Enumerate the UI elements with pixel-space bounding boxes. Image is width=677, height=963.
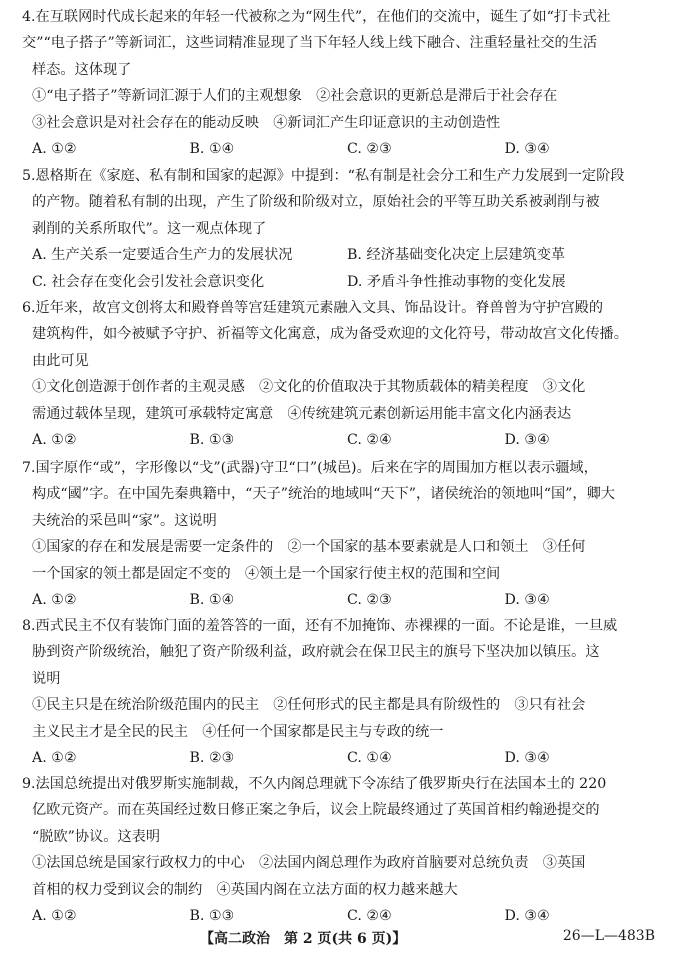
question-stem-line: 9.法国总统提出对俄罗斯实施制裁，不久内阁总理就下令冻结了俄罗斯央行在法国本土的 220: [22, 776, 607, 792]
options-row: [22, 136, 662, 162]
question-5: [22, 163, 662, 295]
option-a[interactable]: A. ①②: [32, 591, 77, 608]
option-d[interactable]: D. ③④: [504, 749, 550, 766]
option-d[interactable]: D. ③④: [504, 140, 550, 157]
option-c[interactable]: C. 社会存在变化会引发社会意识变化: [32, 273, 265, 290]
option-b[interactable]: B. ①③: [189, 431, 235, 448]
statement-line: 首相的权力受到议会的制约 ④英国内阁在立法方面的权力越来越大: [32, 881, 458, 898]
question-stem-line: 6.近年来，故宫文创将太和殿脊兽等宫廷建筑元素融入文具、饰品设计。脊兽曾为守护宫殿的: [22, 300, 604, 316]
question-stem-line: 样态。这体现了: [32, 61, 132, 78]
option-b[interactable]: B. ①③: [189, 907, 235, 924]
question-stem-line: 夫统治的采邑叫“家”。这说明: [32, 512, 217, 529]
question-stem-line: “脱欧”协议。这表明: [32, 828, 161, 845]
question-stem-line: 7.国字原作“或”，字形像以“戈”(武器)守卫“口”(城邑)。后来在字的周围加方框以表示疆域，: [22, 460, 598, 476]
option-c[interactable]: C. ②④: [347, 907, 392, 924]
option-b[interactable]: B. ①④: [189, 140, 235, 157]
options-row: [22, 903, 662, 929]
question-7: [22, 455, 662, 613]
options-row: [22, 269, 662, 295]
question-4: [22, 4, 662, 162]
options-row: [22, 242, 662, 268]
question-stem-line: 剥削的关系所取代”。这一观点体现了: [32, 220, 267, 237]
option-a[interactable]: A. ①②: [32, 431, 77, 448]
option-b[interactable]: B. 经济基础变化决定上层建筑变革: [347, 247, 566, 264]
option-a[interactable]: A. 生产关系一定要适合生产力的发展状况: [32, 247, 293, 264]
option-b[interactable]: B. ②③: [189, 749, 235, 766]
question-stem-line: 由此可见: [32, 352, 89, 369]
question-stem-line: 亿欧元资产。而在英国经过数日修正案之争后，议会上院最终通过了英国首相约翰逊提交的: [32, 802, 600, 819]
question-stem-line: 8.西式民主不仅有装饰门面的羞答答的一面，还有不加掩饰、赤裸裸的一面。不论是谁，一旦威: [22, 618, 618, 634]
option-a[interactable]: A. ①②: [32, 907, 77, 924]
question-stem-line: 的产物。随着私有制的出现，产生了阶级和阶级对立，原始社会的平等互助关系被剥削与被: [32, 194, 600, 211]
option-a[interactable]: A. ①②: [32, 140, 77, 157]
question-stem-line: 交”“电子搭子”等新词汇，这些词精准显现了当下年轻人线上线下融合、注重轻量社交的生活: [22, 35, 598, 52]
option-a[interactable]: A. ①②: [32, 749, 77, 766]
statement-line: ①文化创造源于创作者的主观灵感 ②文化的价值取决于其物质载体的精美程度 ③文化: [32, 379, 586, 396]
options-row: [22, 427, 662, 453]
statement-line: 主义民主才是全民的民主 ④任何一个国家都是民主与专政的统一: [32, 723, 444, 740]
page-footer: [0, 928, 677, 952]
question-stem-line: 5.恩格斯在《家庭、私有制和国家的起源》中提到：“私有制是社会分工和生产力发展到一定阶段: [22, 168, 625, 184]
options-row: [22, 745, 662, 771]
statement-line: ①国家的存在和发展是需要一定条件的 ②一个国家的基本要素就是人口和领土 ③任何: [32, 539, 586, 556]
footer-paper-code: 26—L—483B: [562, 928, 655, 944]
footer-page-info: 【高二政治 第 2 页(共 6 页)】: [200, 931, 407, 947]
question-stem-line: 说明: [32, 670, 61, 687]
option-d[interactable]: D. ③④: [504, 907, 550, 924]
question-6: [22, 295, 662, 453]
option-c[interactable]: C. ②④: [347, 431, 392, 448]
option-c[interactable]: C. ①④: [347, 749, 392, 766]
option-d[interactable]: D. 矛盾斗争性推动事物的变化发展: [347, 273, 566, 290]
statement-line: ①法国总统是国家行政权力的中心 ②法国内阁总理作为政府首脑要对总统负责 ③英国: [32, 855, 586, 872]
options-row: [22, 587, 662, 613]
question-stem-line: 构成“國”字。在中国先秦典籍中，“天子”统治的地域叫“天下”，诸侯统治的领地叫“国”，卿大: [32, 486, 615, 503]
statement-line: 一个国家的领土都是固定不变的 ④领土是一个国家行使主权的范围和空间: [32, 565, 501, 582]
option-d[interactable]: D. ③④: [504, 591, 550, 608]
question-stem-line: 胁到资产阶级统治，触犯了资产阶级利益，政府就会在保卫民主的旗号下坚决加以镇压。这: [32, 644, 600, 661]
question-stem-line: 4.在互联网时代成长起来的年轻一代被称之为“网生代”，在他们的交流中，诞生了如“打卡式社: [22, 9, 611, 25]
question-9: [22, 771, 662, 929]
option-c[interactable]: C. ②③: [347, 591, 392, 608]
option-b[interactable]: B. ①④: [189, 591, 235, 608]
statement-line: 需通过载体呈现，建筑可承载特定寓意 ④传统建筑元素创新运用能丰富文化内涵表达: [32, 405, 572, 422]
question-8: [22, 613, 662, 771]
statement-line: ①“电子搭子”等新词汇源于人们的主观想象 ②社会意识的更新总是滞后于社会存在: [32, 88, 558, 105]
question-stem-line: 建筑构件，如今被赋予守护、祈福等文化寓意，成为备受欢迎的文化符号，带动故宫文化传播。: [32, 326, 628, 343]
statement-line: ③社会意识是对社会存在的能动反映 ④新词汇产生印证意识的主动创造性: [32, 114, 501, 131]
option-c[interactable]: C. ②③: [347, 140, 392, 157]
statement-line: ①民主只是在统治阶级范围内的民主 ②任何形式的民主都是具有阶级性的 ③只有社会: [32, 697, 586, 714]
option-d[interactable]: D. ③④: [504, 431, 550, 448]
